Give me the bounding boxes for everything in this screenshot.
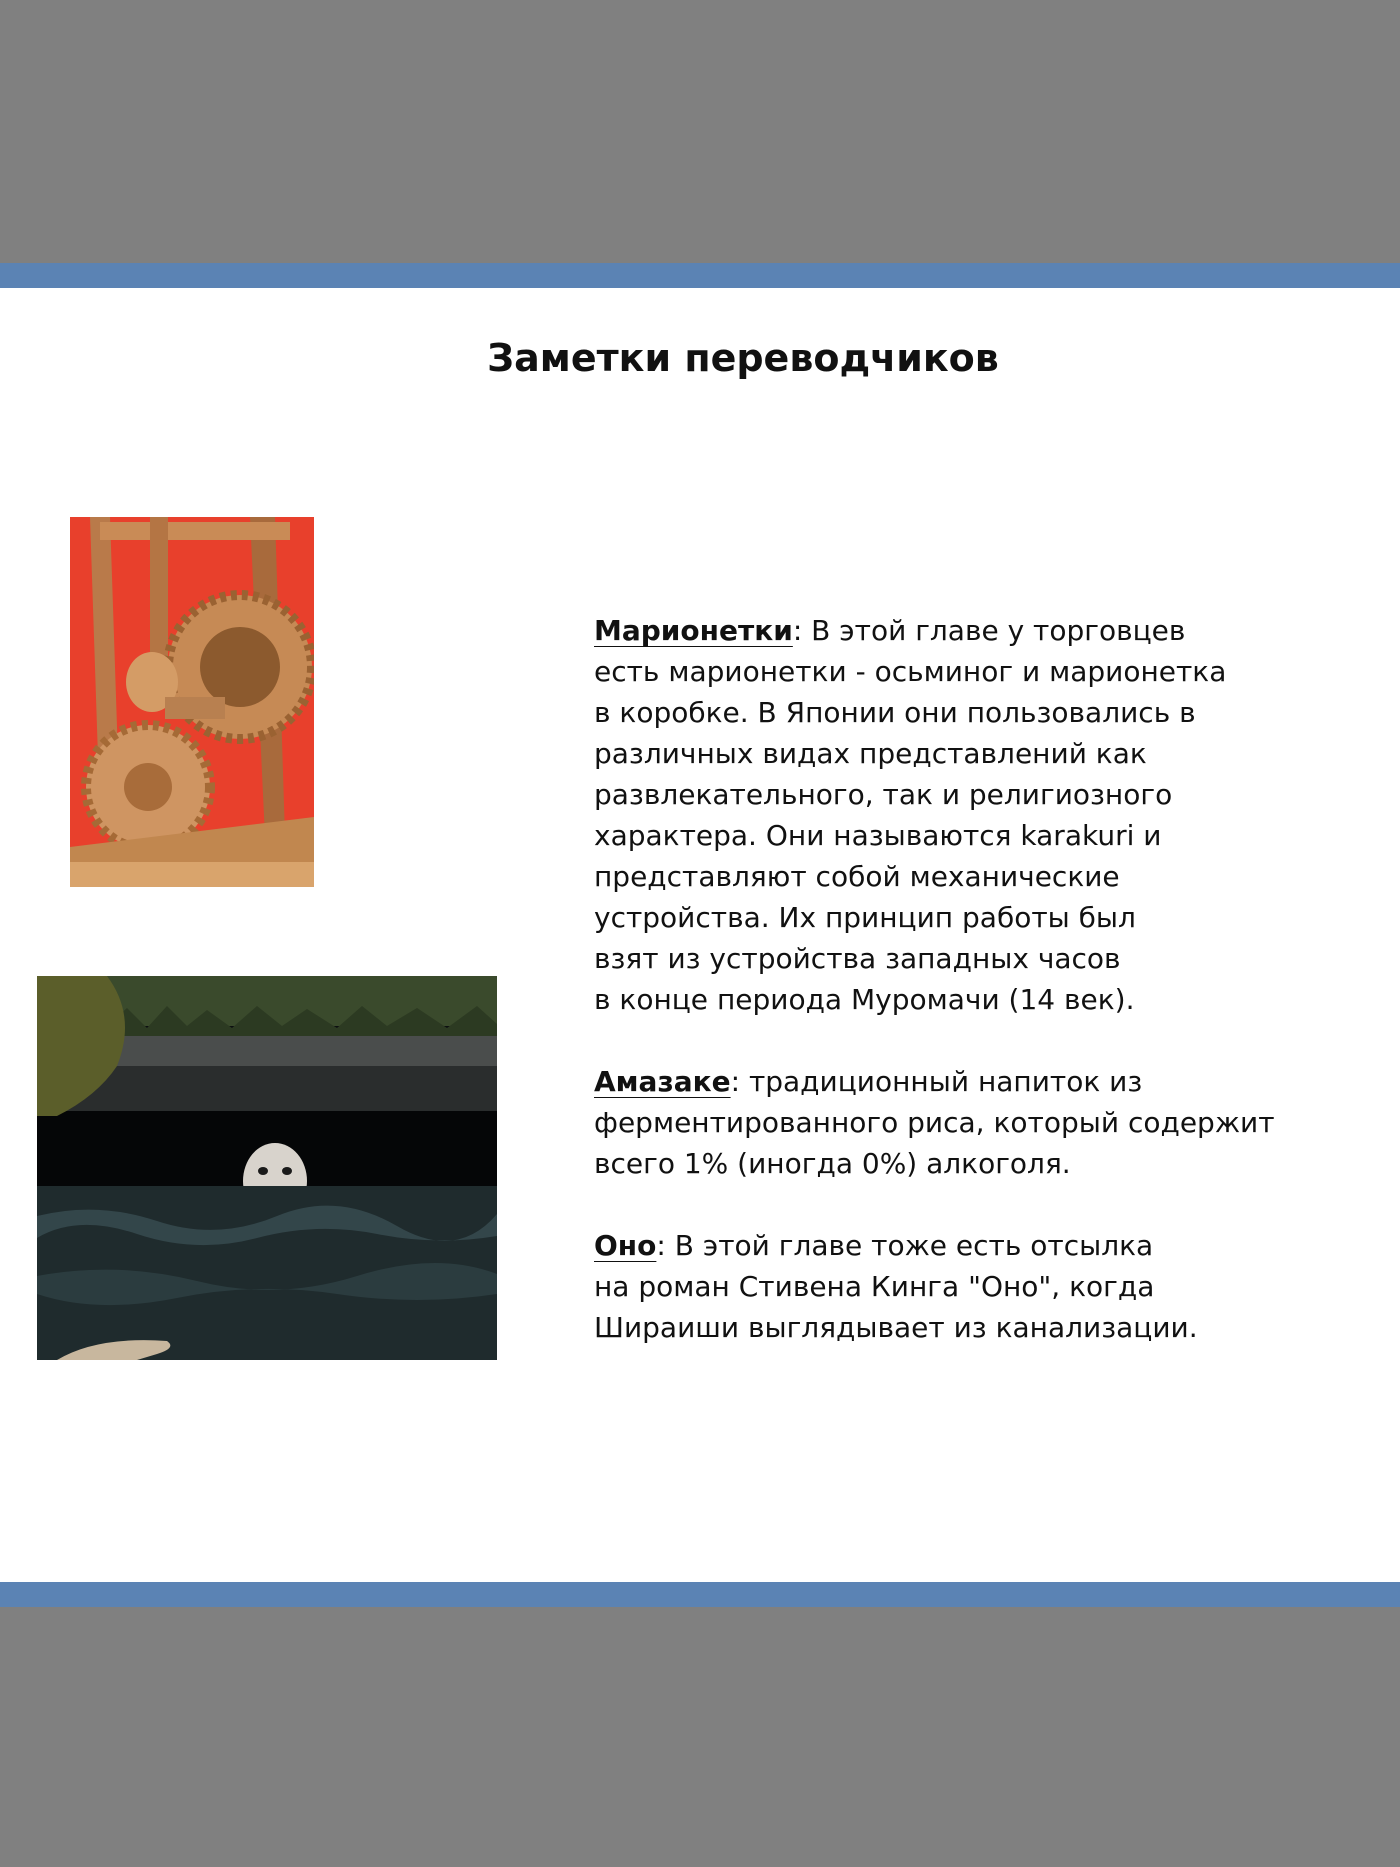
translator-notes (594, 610, 1354, 1389)
top-stripe (0, 263, 1400, 288)
karakuri-mechanism-photo (70, 517, 314, 887)
note-amazake (594, 1061, 1354, 1184)
note-term: Оно (594, 1229, 657, 1262)
note-term: Амазаке (594, 1065, 731, 1098)
note-text: : В этой главе тоже есть отсылка на роман Стивена Кинга "Оно", когда Шираиши выглядывает из канализации. (594, 1229, 1198, 1344)
note-marionettes (594, 610, 1354, 1020)
note-text: : традиционный напиток из ферментированного риса, который содержит всего 1% (иногда 0%) алкоголя. (594, 1065, 1275, 1180)
note-it (594, 1225, 1354, 1348)
note-text: : В этой главе у торговцев есть марионетки - осьминог и марионетка в коробке. В Японии они пользовались в различных видах представлений как развлекательного, так и религиозного характера. Они называются karakuri и представляют собой механические устройства. Их принцип работы был взят из устройства западных часов в конце периода Муромачи (14 век). (594, 614, 1227, 1016)
note-term: Марионетки (594, 614, 793, 647)
page-title: Заметки переводчиков (487, 336, 999, 380)
bottom-stripe (0, 1582, 1400, 1607)
sewer-clown-photo (37, 976, 497, 1360)
notes-page (0, 288, 1400, 1582)
